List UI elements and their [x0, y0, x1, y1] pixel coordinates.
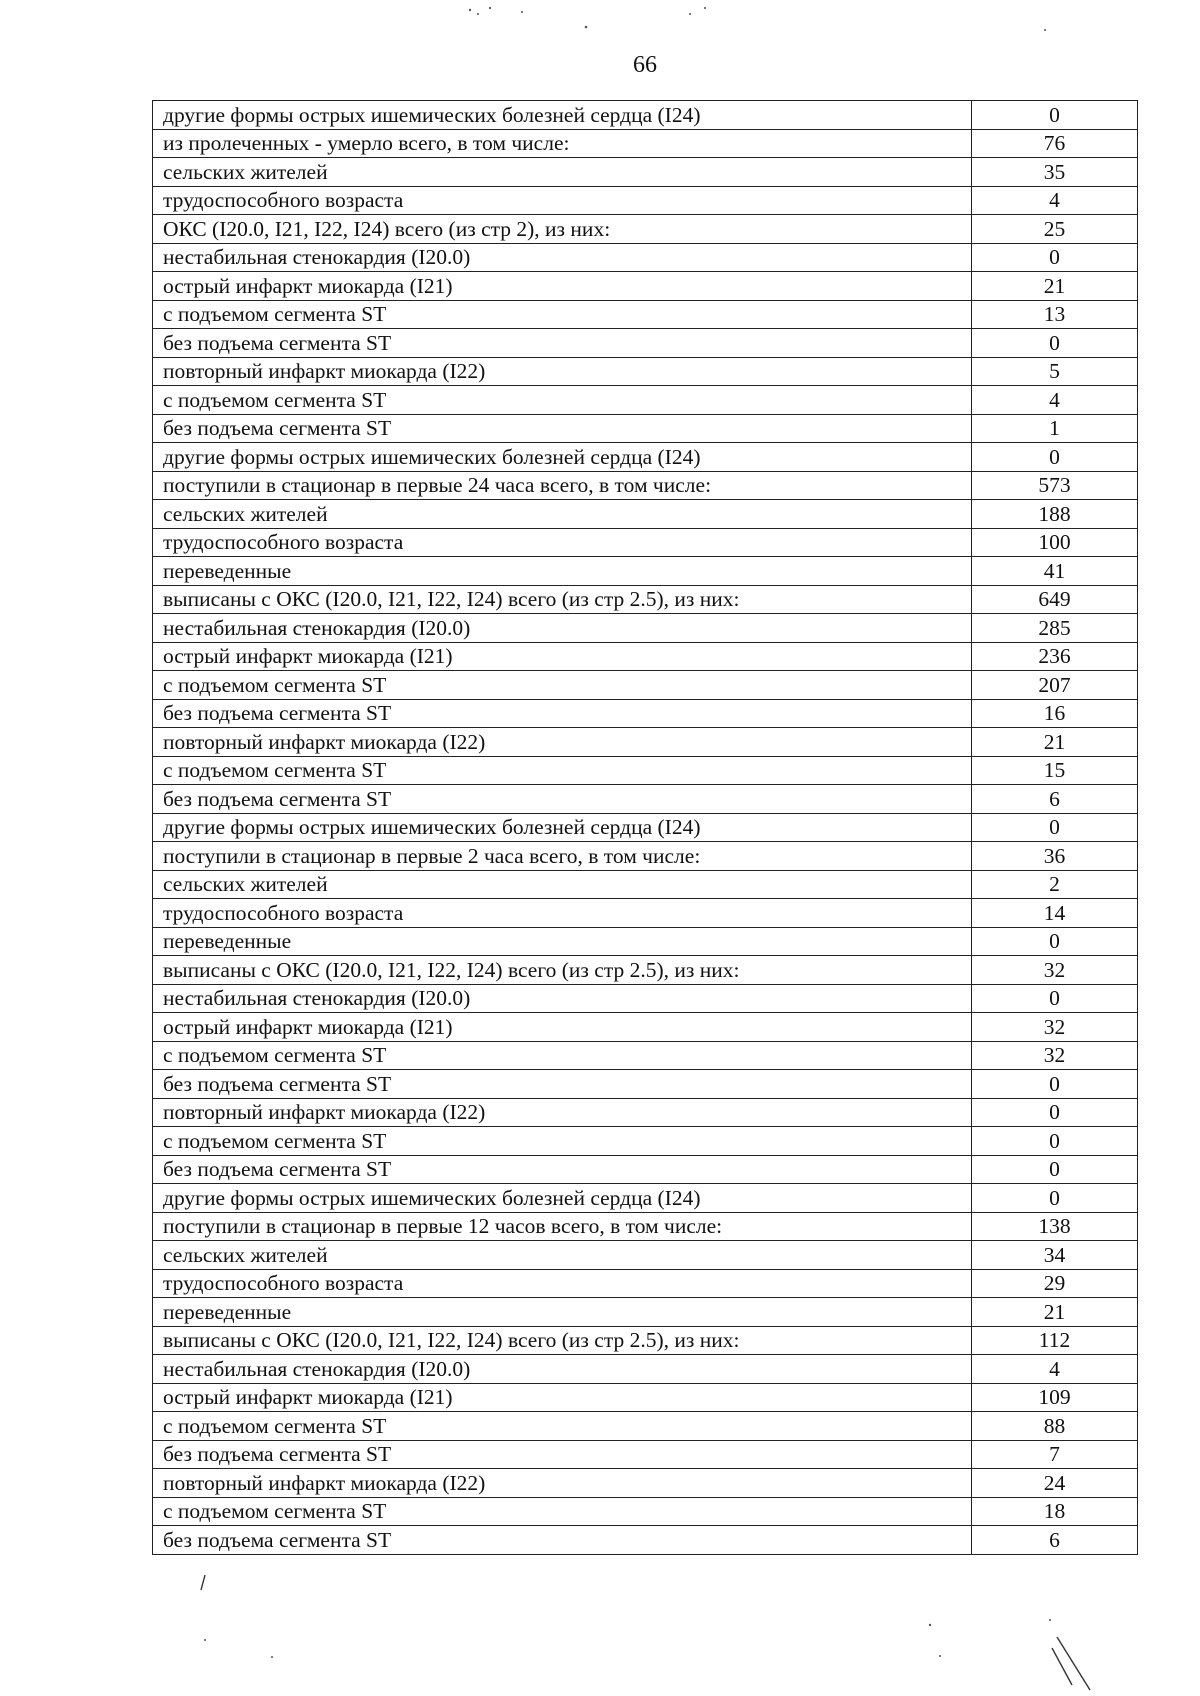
row-value: 0 [972, 1184, 1138, 1213]
row-label: острый инфаркт миокарда (I21) [153, 1013, 972, 1042]
row-label: без подъема сегмента ST [153, 414, 972, 443]
row-label: выписаны с ОКС (I20.0, I21, I22, I24) всего (из стр 2.5), из них: [153, 956, 972, 985]
row-label: без подъема сегмента ST [153, 699, 972, 728]
row-label: с подъемом сегмента ST [153, 1497, 972, 1526]
row-label: нестабильная стенокардия (I20.0) [153, 1355, 972, 1384]
row-label: сельских жителей [153, 870, 972, 899]
table-row [153, 1184, 1138, 1213]
row-label: другие формы острых ишемических болезней сердца (I24) [153, 813, 972, 842]
row-label: ОКС (I20.0, I21, I22, I24) всего (из стр 2), из них: [153, 215, 972, 244]
table-row [153, 671, 1138, 700]
row-label: из пролеченных - умерло всего, в том числе: [153, 129, 972, 158]
row-label: трудоспособного возраста [153, 186, 972, 215]
row-value: 5 [972, 357, 1138, 386]
row-value: 1 [972, 414, 1138, 443]
table-row [153, 1497, 1138, 1526]
table-row [153, 1355, 1138, 1384]
row-value: 35 [972, 158, 1138, 187]
row-value: 21 [972, 272, 1138, 301]
row-value: 13 [972, 300, 1138, 329]
table-row [153, 414, 1138, 443]
row-value: 649 [972, 585, 1138, 614]
row-value: 188 [972, 500, 1138, 529]
row-label: сельских жителей [153, 158, 972, 187]
row-value: 25 [972, 215, 1138, 244]
row-value: 0 [972, 243, 1138, 272]
table-row [153, 557, 1138, 586]
row-label: выписаны с ОКС (I20.0, I21, I22, I24) всего (из стр 2.5), из них: [153, 585, 972, 614]
table-row [153, 756, 1138, 785]
row-value: 76 [972, 129, 1138, 158]
row-label: с подъемом сегмента ST [153, 300, 972, 329]
row-label: другие формы острых ишемических болезней сердца (I24) [153, 1184, 972, 1213]
table-row [153, 471, 1138, 500]
table-row [153, 186, 1138, 215]
row-value: 0 [972, 1155, 1138, 1184]
table-row [153, 272, 1138, 301]
table-row [153, 728, 1138, 757]
row-label: трудоспособного возраста [153, 528, 972, 557]
table-row [153, 1041, 1138, 1070]
row-label: без подъема сегмента ST [153, 785, 972, 814]
row-label: с подъемом сегмента ST [153, 1412, 972, 1441]
row-value: 16 [972, 699, 1138, 728]
row-label: поступили в стационар в первые 12 часов всего, в том числе: [153, 1212, 972, 1241]
row-value: 0 [972, 1070, 1138, 1099]
row-label: без подъема сегмента ST [153, 1070, 972, 1099]
row-value: 21 [972, 728, 1138, 757]
table-row [153, 386, 1138, 415]
row-value: 36 [972, 842, 1138, 871]
row-value: 6 [972, 1526, 1138, 1555]
row-label: переведенные [153, 927, 972, 956]
row-label: без подъема сегмента ST [153, 1440, 972, 1469]
row-label: без подъема сегмента ST [153, 1155, 972, 1184]
table-row [153, 1298, 1138, 1327]
row-label: с подъемом сегмента ST [153, 386, 972, 415]
row-label: без подъема сегмента ST [153, 329, 972, 358]
row-value: 4 [972, 386, 1138, 415]
row-label: другие формы острых ишемических болезней сердца (I24) [153, 443, 972, 472]
table-row [153, 699, 1138, 728]
row-value: 0 [972, 329, 1138, 358]
row-value: 138 [972, 1212, 1138, 1241]
row-label: с подъемом сегмента ST [153, 1041, 972, 1070]
row-label: с подъемом сегмента ST [153, 671, 972, 700]
row-value: 32 [972, 1013, 1138, 1042]
row-label: острый инфаркт миокарда (I21) [153, 642, 972, 671]
row-label: сельских жителей [153, 500, 972, 529]
row-value: 14 [972, 899, 1138, 928]
table-row [153, 1212, 1138, 1241]
table-row [153, 101, 1138, 130]
table-row [153, 899, 1138, 928]
row-label: переведенные [153, 557, 972, 586]
row-value: 2 [972, 870, 1138, 899]
row-label: выписаны с ОКС (I20.0, I21, I22, I24) всего (из стр 2.5), из них: [153, 1326, 972, 1355]
table-row [153, 585, 1138, 614]
row-value: 0 [972, 443, 1138, 472]
table-row [153, 243, 1138, 272]
row-value: 573 [972, 471, 1138, 500]
table-row [153, 1326, 1138, 1355]
table-row [153, 357, 1138, 386]
row-label: сельских жителей [153, 1241, 972, 1270]
row-value: 285 [972, 614, 1138, 643]
row-value: 0 [972, 813, 1138, 842]
row-value: 0 [972, 1127, 1138, 1156]
table-row [153, 158, 1138, 187]
table-row [153, 642, 1138, 671]
row-label: поступили в стационар в первые 2 часа всего, в том числе: [153, 842, 972, 871]
table-row [153, 842, 1138, 871]
row-label: переведенные [153, 1298, 972, 1327]
row-label: без подъема сегмента ST [153, 1526, 972, 1555]
row-label: с подъемом сегмента ST [153, 1127, 972, 1156]
table-row [153, 1241, 1138, 1270]
row-label: трудоспособного возраста [153, 899, 972, 928]
row-value: 21 [972, 1298, 1138, 1327]
row-label: повторный инфаркт миокарда (I22) [153, 357, 972, 386]
row-label: поступили в стационар в первые 24 часа всего, в том числе: [153, 471, 972, 500]
row-label: острый инфаркт миокарда (I21) [153, 1383, 972, 1412]
row-value: 15 [972, 756, 1138, 785]
row-label: нестабильная стенокардия (I20.0) [153, 614, 972, 643]
row-value: 236 [972, 642, 1138, 671]
table-row [153, 300, 1138, 329]
row-value: 112 [972, 1326, 1138, 1355]
table-row [153, 443, 1138, 472]
table-row [153, 1127, 1138, 1156]
table-row [153, 1412, 1138, 1441]
row-value: 4 [972, 1355, 1138, 1384]
row-label: повторный инфаркт миокарда (I22) [153, 1098, 972, 1127]
table-row [153, 1155, 1138, 1184]
row-label: другие формы острых ишемических болезней сердца (I24) [153, 101, 972, 130]
table-row [153, 215, 1138, 244]
row-value: 32 [972, 956, 1138, 985]
table-row [153, 1269, 1138, 1298]
row-value: 41 [972, 557, 1138, 586]
row-label: с подъемом сегмента ST [153, 756, 972, 785]
table-row [153, 1383, 1138, 1412]
table-row [153, 785, 1138, 814]
row-value: 34 [972, 1241, 1138, 1270]
table-row [153, 984, 1138, 1013]
table-row [153, 500, 1138, 529]
row-value: 0 [972, 927, 1138, 956]
table-row [153, 1013, 1138, 1042]
row-value: 32 [972, 1041, 1138, 1070]
table-row [153, 813, 1138, 842]
statistics-table [152, 100, 1138, 1555]
table-row [153, 329, 1138, 358]
row-label: нестабильная стенокардия (I20.0) [153, 984, 972, 1013]
table-row [153, 129, 1138, 158]
table-row [153, 1526, 1138, 1555]
page-number: 66 [633, 52, 657, 78]
row-value: 18 [972, 1497, 1138, 1526]
row-value: 29 [972, 1269, 1138, 1298]
row-label: трудоспособного возраста [153, 1269, 972, 1298]
row-label: повторный инфаркт миокарда (I22) [153, 1469, 972, 1498]
table-row [153, 1469, 1138, 1498]
row-value: 0 [972, 984, 1138, 1013]
row-value: 6 [972, 785, 1138, 814]
row-value: 4 [972, 186, 1138, 215]
table-row [153, 1070, 1138, 1099]
row-label: повторный инфаркт миокарда (I22) [153, 728, 972, 757]
row-label: нестабильная стенокардия (I20.0) [153, 243, 972, 272]
table-row [153, 927, 1138, 956]
table-row [153, 956, 1138, 985]
row-value: 109 [972, 1383, 1138, 1412]
table-row [153, 1098, 1138, 1127]
table-row [153, 614, 1138, 643]
row-value: 0 [972, 101, 1138, 130]
table-row [153, 1440, 1138, 1469]
row-value: 24 [972, 1469, 1138, 1498]
row-value: 100 [972, 528, 1138, 557]
row-value: 207 [972, 671, 1138, 700]
table-row [153, 528, 1138, 557]
table-row [153, 870, 1138, 899]
row-value: 7 [972, 1440, 1138, 1469]
row-value: 0 [972, 1098, 1138, 1127]
row-label: острый инфаркт миокарда (I21) [153, 272, 972, 301]
table-body [153, 101, 1138, 1555]
row-value: 88 [972, 1412, 1138, 1441]
